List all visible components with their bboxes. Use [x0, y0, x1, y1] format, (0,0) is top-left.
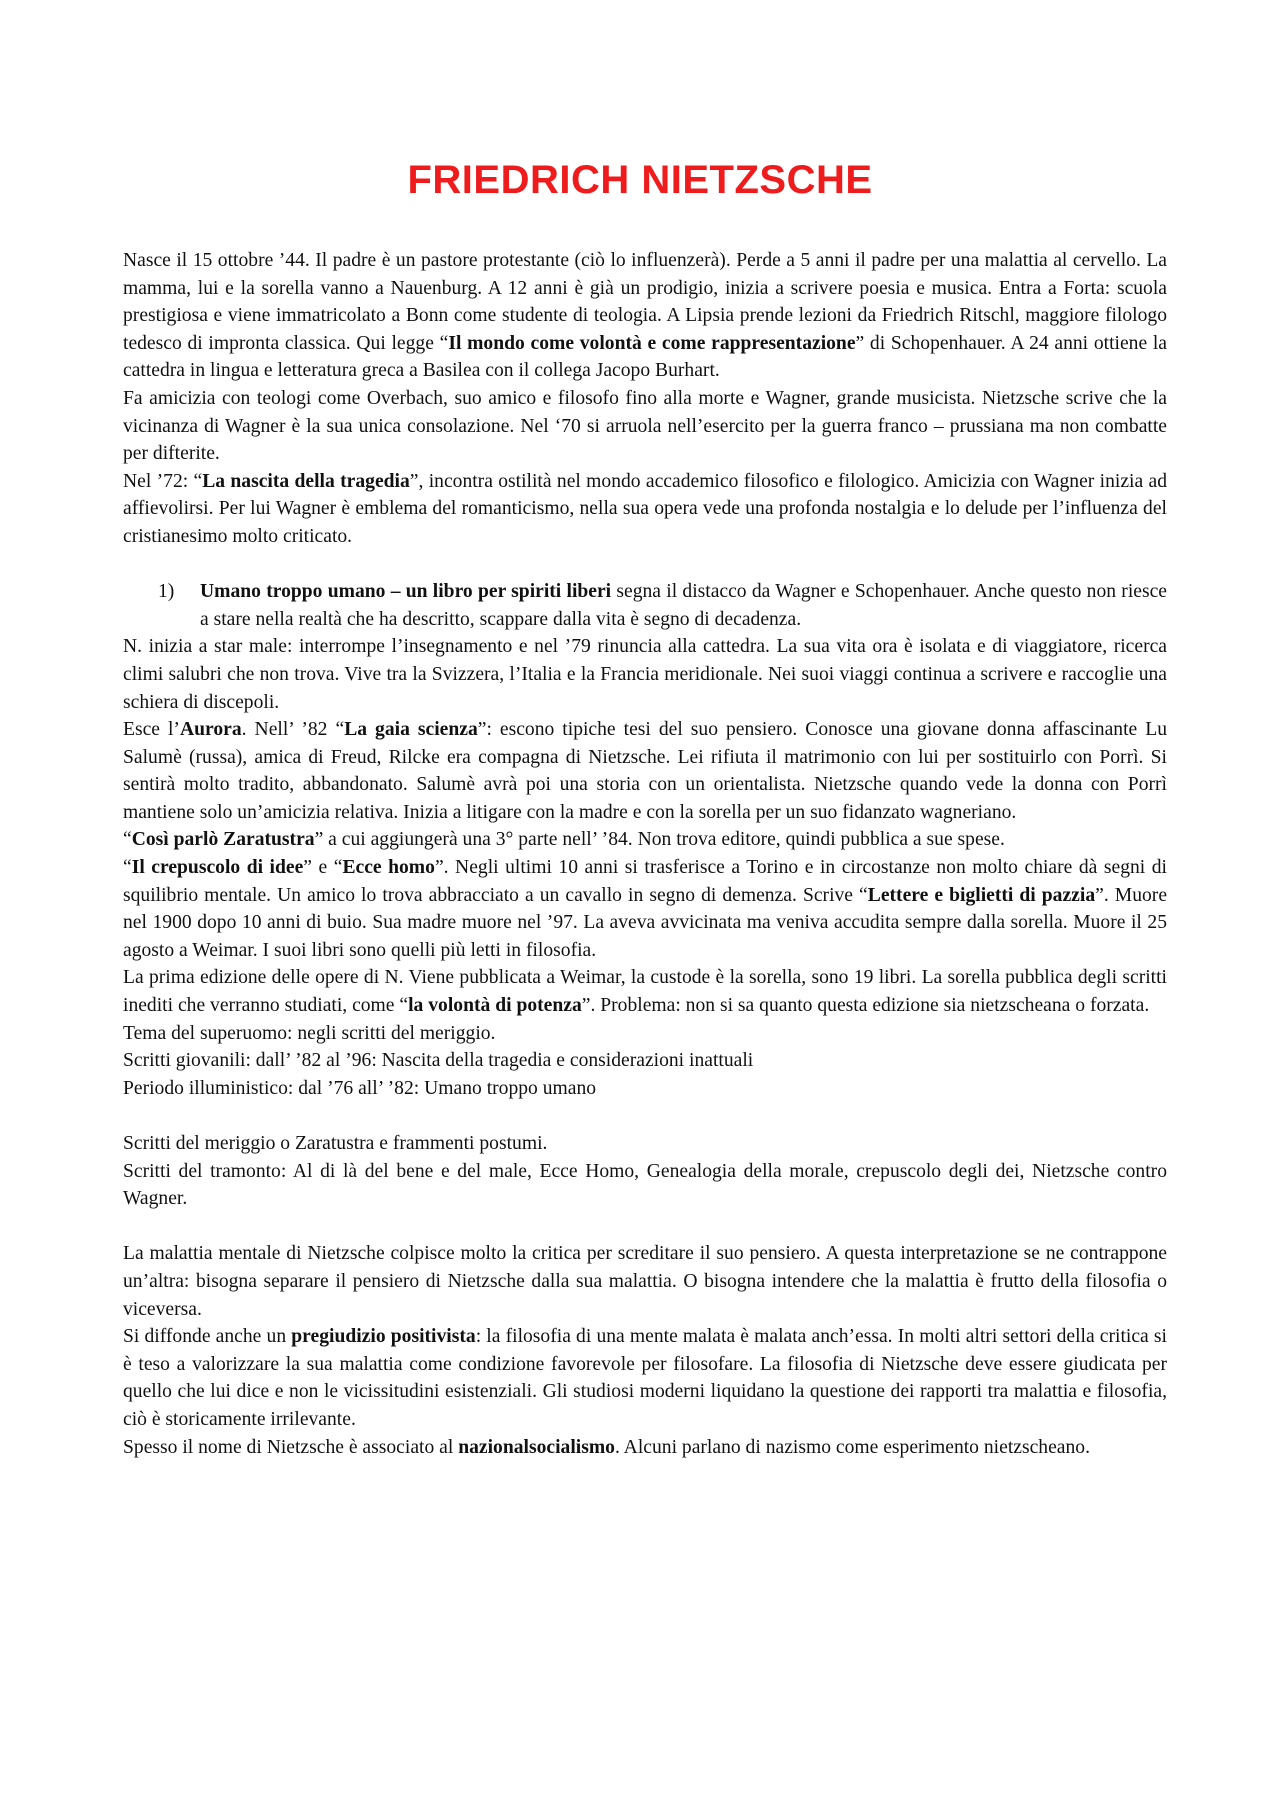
paragraph: [123, 247, 1167, 385]
document-body: [123, 247, 1167, 1461]
text-run: . Alcuni parlano di nazismo come esperimento nietzscheano.: [614, 1436, 1090, 1458]
bold-title-text: La gaia scienza: [344, 719, 478, 741]
bold-title-text: La nascita della tragedia: [202, 470, 410, 492]
bold-title-text: nazionalsocialismo: [458, 1436, 615, 1458]
text-run: “: [123, 829, 132, 851]
bold-title-text: Così parlò Zaratustra: [131, 829, 315, 851]
section-biography: [123, 247, 1167, 551]
text-run: La prima edizione delle opere di N. Viene pubblicata a Weimar, la custode è la sorella, sono 19 libri. La sorella pubblica degli scritti inediti che verranno studiati, come “: [123, 967, 1167, 1017]
text-run: Esce l’: [123, 719, 180, 741]
paragraph: [123, 633, 1167, 716]
paragraph-gap: [123, 1213, 1167, 1241]
text-run: ” di Schopenhauer. A 24 anni ottiene la cattedra in lingua e letteratura greca a Basilea con il collega Jacopo Burhart.: [123, 332, 1168, 382]
section-periods: [123, 1130, 1167, 1213]
paragraph: [123, 385, 1167, 468]
paragraph: [123, 1158, 1167, 1213]
text-run: ” e “: [303, 857, 343, 879]
text-run: “: [123, 857, 132, 879]
paragraph-gap: [123, 1102, 1167, 1130]
paragraph: [123, 716, 1167, 826]
text-run: La malattia mentale di Nietzsche colpisce molto la critica per screditare il suo pensiero. A questa interpretazione se ne contrappone un’altra: bisogna separare il pensiero di Nietzsche dalla sua malattia. O bisogna intendere che la malattia è frutto della filosofia o viceversa.: [123, 1243, 1167, 1320]
paragraph: [123, 964, 1167, 1019]
paragraph: [123, 826, 1167, 854]
text-run: Nasce il 15 ottobre ’44. Il padre è un pastore protestante (ciò lo influenzerà). Perde a 5 anni il padre per una malattia al cervello. La mamma, lui e la sorella vanno a Nauenburg. A 12 anni è già un prodigio, inizia a scrivere poesia e musica. Entra a Forta: scuola prestigiosa e viene immatricolato a Bonn come studente di teologia. A Lipsia prende lezioni da Friedrich Ritschl, maggiore filologo tedesco di impronta classica. Qui legge “: [123, 250, 1167, 354]
bold-title-text: Il crepuscolo di idee: [131, 857, 304, 879]
list-item-text: [200, 578, 1167, 633]
text-run: ”: escono tipiche tesi del suo pensiero. Conosce una giovane donna affascinante Lu Salumè (russa), amica di Freud, Rilcke era compagna di Nietzsche. Lei rifiuta il matrimonio con lui per sostituirlo con Porrì. Si sentirà molto tradito, abbandonato. Salumè avrà poi una storia con un orientalista. Nietzsche quando vede la donna con Porrì mantiene solo un’amicizia relativa. Inizia a litigare con la madre e con la sorella per un suo fidanzato wagneriano.: [123, 719, 1167, 823]
text-run: Si diffonde anche un: [123, 1326, 292, 1348]
text-run: ” a cui aggiungerà una 3° parte nell’ ’84. Non trova editore, quindi pubblica a sue spese.: [314, 829, 1005, 851]
text-run: Fa amicizia con teologi come Overbach, suo amico e filosofo fino alla morte e Wagner, grande musicista. Nietzsche scrive che la vicinanza di Wagner è la sua unica consolazione. Nel ‘70 si arruola nell’esercito per la guerra franco – prussiana ma non combatte per difterite.: [123, 387, 1167, 465]
text-run: Scritti giovanili: dall’ ’82 al ’96: Nascita della tragedia e considerazioni inattuali: [123, 1050, 754, 1072]
bold-title-text: Aurora: [179, 719, 242, 741]
text-run: Nel ’72: “: [123, 470, 203, 492]
text-run: Scritti del tramonto: Al di là del bene e del male, Ecce Homo, Genealogia della morale, crepuscolo degli dei, Nietzsche contro Wagner.: [123, 1160, 1167, 1210]
bold-title-text: Il mondo come volontà e come rappresentazione: [448, 332, 856, 354]
paragraph: [123, 468, 1167, 551]
numbered-list-item: [123, 578, 1167, 633]
section-critique: [123, 1240, 1167, 1461]
page-title: FRIEDRICH NIETZSCHE: [407, 158, 873, 202]
text-run: ”. Muore nel 1900 dopo 10 anni di buio. Sua madre muore nel ’97. La aveva avvicinata ma veniva accudita sempre dalla sorella. Muore il 25 agosto a Weimar. I suoi libri sono quelli più letti in filosofia.: [123, 884, 1168, 961]
list-number: 1): [158, 581, 175, 603]
text-run: . Nell’ ’82 “: [241, 719, 345, 741]
paragraph: [123, 854, 1167, 964]
text-run: ”. Negli ultimi 10 anni si trasferisce a Torino e in circostanze non molto chiare dà segni di squilibrio mentale. Un amico lo trova abbracciato a un cavallo in segno di demenza. Scrive “: [123, 857, 1168, 906]
text-run: ”, incontra ostilità nel mondo accademico filosofico e filologico. Amicizia con Wagner inizia ad affievolirsi. Per lui Wagner è emblema del romanticismo, nella sua opera vede una profonda nostalgia e lo delude per l’influenza del cristianesimo molto criticato.: [123, 470, 1167, 547]
bold-title-text: la volontà di potenza: [408, 995, 582, 1017]
text-run: Spesso il nome di Nietzsche è associato al: [123, 1436, 459, 1458]
text-run: ”. Problema: non si sa quanto questa edizione sia nietzscheana o forzata.: [581, 995, 1150, 1017]
paragraph: [123, 1323, 1167, 1433]
paragraph: [123, 1434, 1167, 1462]
paragraph: [123, 1240, 1167, 1323]
bold-title-text: Ecce homo: [342, 857, 435, 879]
text-run: Tema del superuomo: negli scritti del meriggio.: [123, 1022, 496, 1044]
paragraph: [123, 1130, 1167, 1158]
paragraph: [123, 1047, 1167, 1075]
bold-title-text: pregiudizio positivista: [291, 1326, 476, 1348]
text-run: Scritti del meriggio o Zaratustra e frammenti postumi.: [123, 1133, 548, 1154]
section-later-life: [123, 633, 1167, 1102]
paragraph: [123, 1075, 1167, 1103]
text-run: N. inizia a star male: interrompe l’insegnamento e nel ’79 rinuncia alla cattedra. La sua vita ora è isolata e di viaggiatore, ricerca climi salubri che non trova. Vive tra la Svizzera, l’Italia e la Francia meridionale. Nei suoi viaggi continua a scrivere e raccoglie una schiera di discepoli.: [123, 636, 1167, 713]
bold-title-text: Lettere e biglietti di pazzia: [867, 884, 1096, 906]
text-run: : la filosofia di una mente malata è malata anch’essa. In molti altri settori della critica si è teso a valorizzare la sua malattia come condizione favorevole per filosofare. La filosofia di Nietzsche deve essere giudicata per quello che lui dice e non le vicissitudini esistenziali. Gli studiosi moderni liquidano la questione dei rapporti tra malattia e filosofia, ciò è storicamente irrilevante.: [123, 1326, 1167, 1430]
bold-title-text: Umano troppo umano – un libro per spiriti liberi: [200, 581, 612, 603]
paragraph: [123, 1020, 1167, 1048]
text-run: segna il distacco da Wagner e Schopenhauer. Anche questo non riesce a stare nella realtà che ha descritto, scappare dalla vita è segno di decadenza.: [200, 581, 1167, 630]
text-run: Periodo illuministico: dal ’76 all’ ’82: Umano troppo umano: [123, 1077, 597, 1099]
paragraph-gap: [123, 551, 1167, 579]
